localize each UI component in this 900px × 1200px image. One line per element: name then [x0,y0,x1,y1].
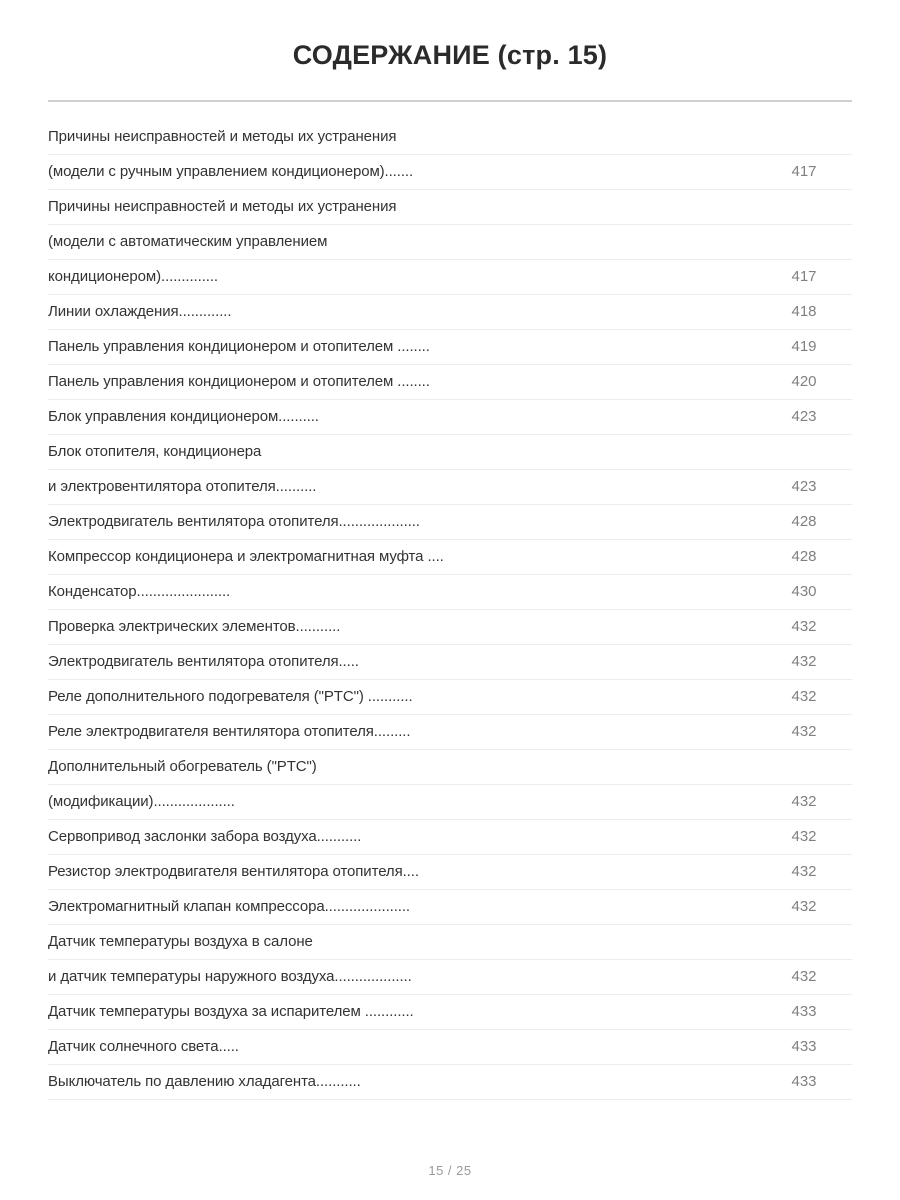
pagination-label: 15 / 25 [428,1162,472,1178]
toc-entry-title: Реле дополнительного подогревателя ("PTC") ........... [48,680,756,715]
toc-row[interactable] [48,190,852,225]
toc-entry-title: Дополнительный обогреватель ("PTC") [48,750,756,785]
toc-row[interactable] [48,575,852,610]
toc-entry-page-number: 432 [756,610,852,645]
toc-row[interactable] [48,855,852,890]
toc-row[interactable] [48,365,852,400]
toc-entry-title: Причины неисправностей и методы их устранения [48,120,756,155]
toc-entry-page-number: 420 [756,365,852,400]
toc-entry-title: Выключатель по давлению хладагента........... [48,1065,756,1100]
toc-entry-title: Панель управления кондиционером и отопителем ........ [48,330,756,365]
toc-entry-page-number: 432 [756,855,852,890]
toc-entry-page-number: 432 [756,820,852,855]
toc-row[interactable] [48,505,852,540]
toc-entry-page-number: 428 [756,505,852,540]
toc-entry-title: Конденсатор....................... [48,575,756,610]
toc-row[interactable] [48,225,852,260]
toc-row[interactable] [48,295,852,330]
toc-entry-page-number: 433 [756,995,852,1030]
toc-entry-title: Сервопривод заслонки забора воздуха........... [48,820,756,855]
toc-row[interactable] [48,715,852,750]
toc-entry-title: Электродвигатель вентилятора отопителя..... [48,645,756,680]
toc-entry-title: кондиционером).............. [48,260,756,295]
toc-entry-page-number: 432 [756,785,852,820]
toc-entry-title: и датчик температуры наружного воздуха................... [48,960,756,995]
toc-entry-page-number: 432 [756,680,852,715]
toc-entry-title: Датчик солнечного света..... [48,1030,756,1065]
toc-entry-title: Линии охлаждения............. [48,295,756,330]
toc-entry-page-number: 433 [756,1065,852,1100]
toc-entry-page-number [756,190,852,225]
toc-entry-page-number: 432 [756,890,852,925]
toc-row[interactable] [48,750,852,785]
toc-entry-title: Проверка электрических элементов........... [48,610,756,645]
toc-row[interactable] [48,680,852,715]
page-footer [0,1140,900,1200]
toc-entry-title: Электродвигатель вентилятора отопителя.................... [48,505,756,540]
toc-row[interactable] [48,470,852,505]
toc-entry-page-number: 432 [756,715,852,750]
toc-row[interactable] [48,645,852,680]
toc-entry-page-number: 417 [756,155,852,190]
toc-row[interactable] [48,1030,852,1065]
toc-entry-title: Причины неисправностей и методы их устранения [48,190,756,225]
toc-entry-page-number: 423 [756,470,852,505]
toc-entry-title: Электромагнитный клапан компрессора..................... [48,890,756,925]
toc-entry-page-number: 428 [756,540,852,575]
toc-entry-title: Датчик температуры воздуха в салоне [48,925,756,960]
toc-entry-page-number: 418 [756,295,852,330]
toc-entry-page-number [756,925,852,960]
toc-row[interactable] [48,1065,852,1100]
toc-entry-title: (модели с ручным управлением кондиционером)....... [48,155,756,190]
toc-entry-title: Датчик температуры воздуха за испарителем ............ [48,995,756,1030]
toc-row[interactable] [48,925,852,960]
toc-entry-page-number: 432 [756,645,852,680]
toc-entry-page-number [756,750,852,785]
toc-row[interactable] [48,435,852,470]
toc-entry-title: и электровентилятора отопителя.......... [48,470,756,505]
toc-entry-title: (модификации).................... [48,785,756,820]
toc-row[interactable] [48,120,852,155]
toc-row[interactable] [48,400,852,435]
toc-entry-page-number [756,435,852,470]
title-divider [48,100,852,102]
toc-row[interactable] [48,960,852,995]
toc-entry-title: Резистор электродвигателя вентилятора отопителя.... [48,855,756,890]
toc-row[interactable] [48,785,852,820]
toc-row[interactable] [48,995,852,1030]
toc-entry-page-number [756,120,852,155]
toc-row[interactable] [48,540,852,575]
toc-row[interactable] [48,890,852,925]
toc-entry-page-number: 432 [756,960,852,995]
toc-entry-title: Блок управления кондиционером.......... [48,400,756,435]
toc-entry-title: Блок отопителя, кондиционера [48,435,756,470]
toc-entry-page-number: 417 [756,260,852,295]
toc-row[interactable] [48,155,852,190]
toc-row[interactable] [48,260,852,295]
toc-entry-page-number: 430 [756,575,852,610]
toc-entry-page-number: 423 [756,400,852,435]
toc-body [48,120,852,1100]
toc-entry-title: (модели с автоматическим управлением [48,225,756,260]
toc-entry-title: Реле электродвигателя вентилятора отопителя......... [48,715,756,750]
toc-row[interactable] [48,610,852,645]
toc-entry-page-number: 419 [756,330,852,365]
toc-entry-page-number: 433 [756,1030,852,1065]
toc-row[interactable] [48,330,852,365]
table-of-contents [48,120,852,1100]
toc-row[interactable] [48,820,852,855]
page-title: СОДЕРЖАНИЕ (стр. 15) [292,40,608,70]
toc-entry-title: Панель управления кондиционером и отопителем ........ [48,365,756,400]
toc-entry-title: Компрессор кондиционера и электромагнитная муфта .... [48,540,756,575]
toc-entry-page-number [756,225,852,260]
